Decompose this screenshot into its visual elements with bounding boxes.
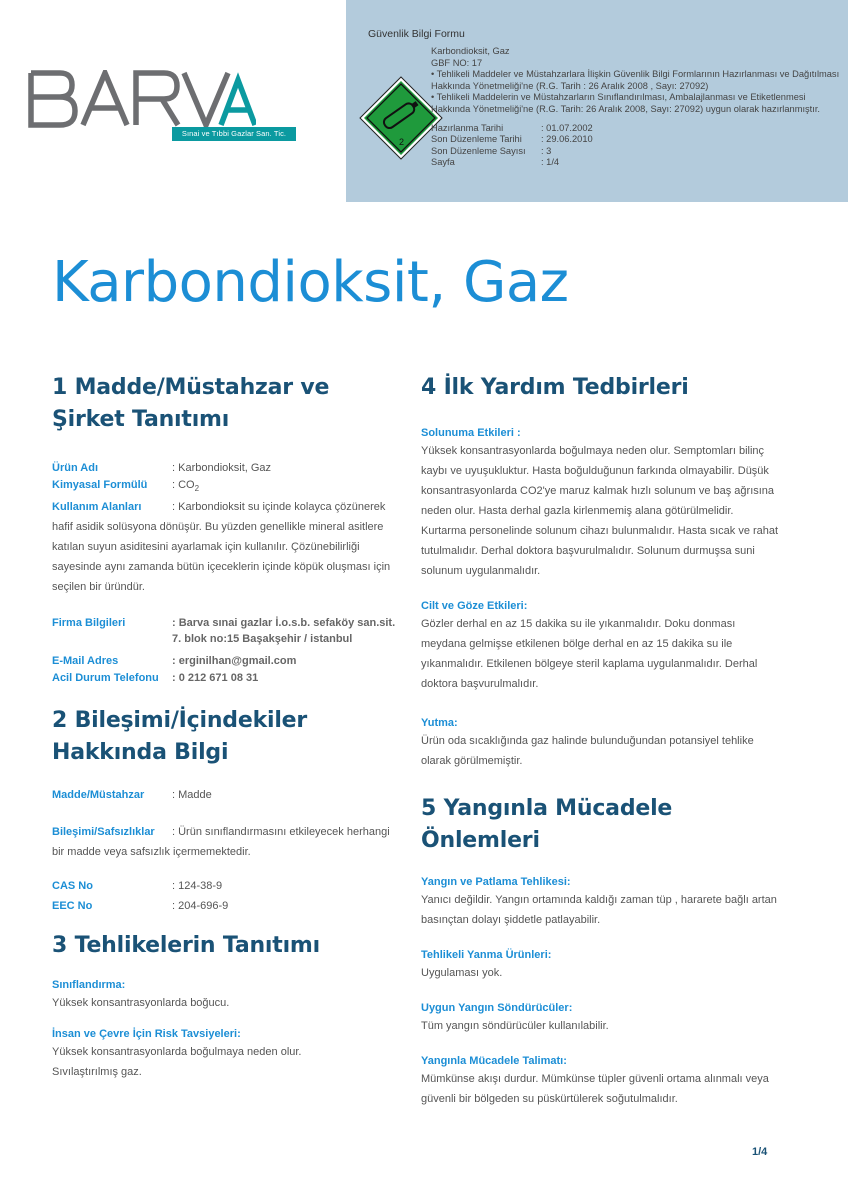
field-label: CAS No [52,880,93,893]
paragraph: Yüksek konsantrasyonlarda boğulmaya neden olur. [52,1046,302,1059]
email-row [52,653,404,670]
document-title: Karbondioksit, Gaz [52,250,569,315]
section4-heading: 4 İlk Yardım Tedbirleri [421,375,689,400]
regulation-text: • Tehlikeli Maddelerin ve Müstahzarların Sınıflandırılması, Ambalajlanması ve Etiketlenmesi Hakkında Yönetmeliği'ne (R.G. Tarih: 26 Aralık 2008, Sayı: 27092) uygun olarak hazırlanmıştır. [431,92,821,114]
meta-key: Son Düzenleme Tarihi [431,134,522,145]
right-column [421,372,781,1109]
subheading: Yutma: [421,717,458,729]
paragraph: Mümkünse akışı durdur. Mümkünse tüpler güvenli ortama alınmalı veya güvenli bir bölgeden su püskürtülerek soğutulmalıdır. [421,1073,769,1105]
composition-paragraph [52,822,404,862]
company-row [52,615,404,647]
subheading: Sınıflandırma: [52,979,126,992]
field-label: Madde/Müstahzar [52,789,145,802]
field-label: Acil Durum Telefonu [52,672,159,685]
email-value: : erginilhan@gmail.com [172,655,297,668]
field-value: : Madde [172,789,212,802]
left-column [52,372,404,1082]
field-label: EEC No [52,900,93,913]
subheading: Cilt ve Göze Etkileri: [421,600,528,612]
section5-heading: 5 Yangınla Mücadele Önlemleri [421,796,673,853]
meta-row [431,146,843,158]
paragraph: Sıvılaştırılmış gaz. [52,1066,142,1079]
field-label: Kimyasal Formülü [52,479,148,491]
field-label: Ürün Adı [52,462,99,474]
form-details [431,46,843,169]
meta-value: : 1/4 [541,157,560,168]
field-value: : 124-38-9 [172,880,223,893]
page-number: 1/4 [752,1146,768,1158]
hazard-class-number: 2 [399,137,405,147]
meta-value: : 01.07.2002 [541,122,593,133]
field-value: : Barva sınai gazlar İ.o.s.b. sefaköy san.sit. 7. blok no:15 Başakşehir / istanbul [172,617,396,646]
subheading: İnsan ve Çevre İçin Risk Tavsiyeleri: [52,1028,241,1041]
meta-row [431,134,843,146]
section3-heading: 3 Tehlikelerin Tanıtımı [52,933,320,959]
section1-heading: 1 Madde/Müstahzar ve Şirket Tanıtımı [52,375,330,432]
eec-row [52,896,404,916]
phone-value: : 0 212 671 08 31 [172,672,259,685]
field-value: : Karbondioksit su içinde kolayca çözünerek hafif asidik solüsyona dönüşür. Bu yüzden genellikle mineral asitlere katılan suyun asiditesini ayarlamak için kullanılır. Çözünebilirliği sayesinde aynı zamanda bütün içeceklerin içinde köpük oluşması için seçilen bir üründür. [52,501,391,594]
meta-value: : 3 [541,145,552,156]
meta-row [431,157,843,169]
subheading: Uygun Yangın Söndürücüler: [421,1002,573,1014]
field-label: Kullanım Alanları [52,501,142,514]
substance-row [52,787,404,804]
subheading: Yangın ve Patlama Tehlikesi: [421,876,571,888]
meta-key: Hazırlanma Tarihi [431,122,504,133]
form-meta [431,123,843,169]
paragraph: Ürün oda sıcaklığında gaz halinde bulunduğundan potansiyel tehlike olarak görülmemiştir. [421,735,754,767]
form-info-panel [346,0,848,202]
info-line: Karbondioksit, Gaz [431,46,510,56]
emergency-phone-row [52,670,404,687]
regulation-text: • Tehlikeli Maddeler ve Müstahzarlara İlişkin Güvenlik Bilgi Formlarının Hazırlanması ve Dağıtılması Hakkında Yönetmeliği'ne (R.G. Tarih : 26 Aralık 2008 , Sayı: 27092) [431,69,840,91]
paragraph: Uygulaması yok. [421,967,503,979]
field-value: : $CO_2$ [172,479,200,494]
paragraph: Yüksek konsantrasyonlarda boğulmaya neden olur. Semptomları bilinç kaybı ve uyuşukluktur. Hasta boğulduğunun farkında olmayabilir. Düşük konsantrasyonlarda CO2'ye maruz kalmak hızlı solunum ve baş ağrısına neden olur. Hasta derhal gazla kirlenmemiş alana götürülmelidir. Kurtarma personelinde solunum cihazı bulunmalıdır. Hasta sıcak ve rahat tutulmalıdır. Derhal doktora başvurulmalıdır. Solunum durmuşsa suni solunum uygulanmalıdır. [421,445,779,577]
product-name-row [52,460,404,477]
subheading: Yangınla Mücadele Talimatı: [421,1055,567,1067]
paragraph: Tüm yangın söndürücüler kullanılabilir. [421,1020,609,1032]
paragraph: Yanıcı değildir. Yangın ortamında kaldığı zaman tüp , hararete bağlı artan basınçtan dolayı şiddetle patlayabilir. [421,894,777,926]
meta-row [431,123,843,135]
cas-row [52,876,404,896]
info-line: GBF NO: 17 [431,57,483,68]
logo-tagline: Sınai ve Tıbbi Gazlar San. Tic. [172,127,296,141]
field-value: : Ürün sınıflandırmasını etkileyecek herhangi bir madde veya safsızlık içermemektedir. [52,826,390,859]
meta-key: Son Düzenleme Sayısı [431,145,526,156]
field-label: Bileşimi/Safsızlıklar [52,826,155,839]
subheading: Solunuma Etkileri : [421,427,521,439]
subheading: Tehlikeli Yanma Ürünleri: [421,949,552,961]
formula-row [52,477,404,497]
paragraph: Yüksek konsantrasyonlarda boğucu. [52,997,230,1010]
field-value: : 204-696-9 [172,900,229,913]
usage-paragraph [52,497,404,597]
meta-value: : 29.06.2010 [541,134,593,145]
barva-logo [28,70,256,128]
field-label: Firma Bilgileri [52,617,126,630]
field-value: : Karbondioksit, Gaz [172,462,272,474]
section2-heading: 2 Bileşimi/İçindekiler Hakkında Bilgi [52,708,308,766]
paragraph: Gözler derhal en az 15 dakika su ile yıkanmalıdır. Doku donması meydana gelmişse etkilenen bölge derhal en az 15 dakika su ile yıkanmalıdır. Etkilenen bölgeye steril kaplama uygulanmalıdır. Derhal doktora başvurulmalıdır. [421,618,758,690]
meta-key: Sayfa [431,157,455,168]
field-label: E-Mail Adres [52,655,119,668]
form-title: Güvenlik Bilgi Formu [368,28,465,40]
